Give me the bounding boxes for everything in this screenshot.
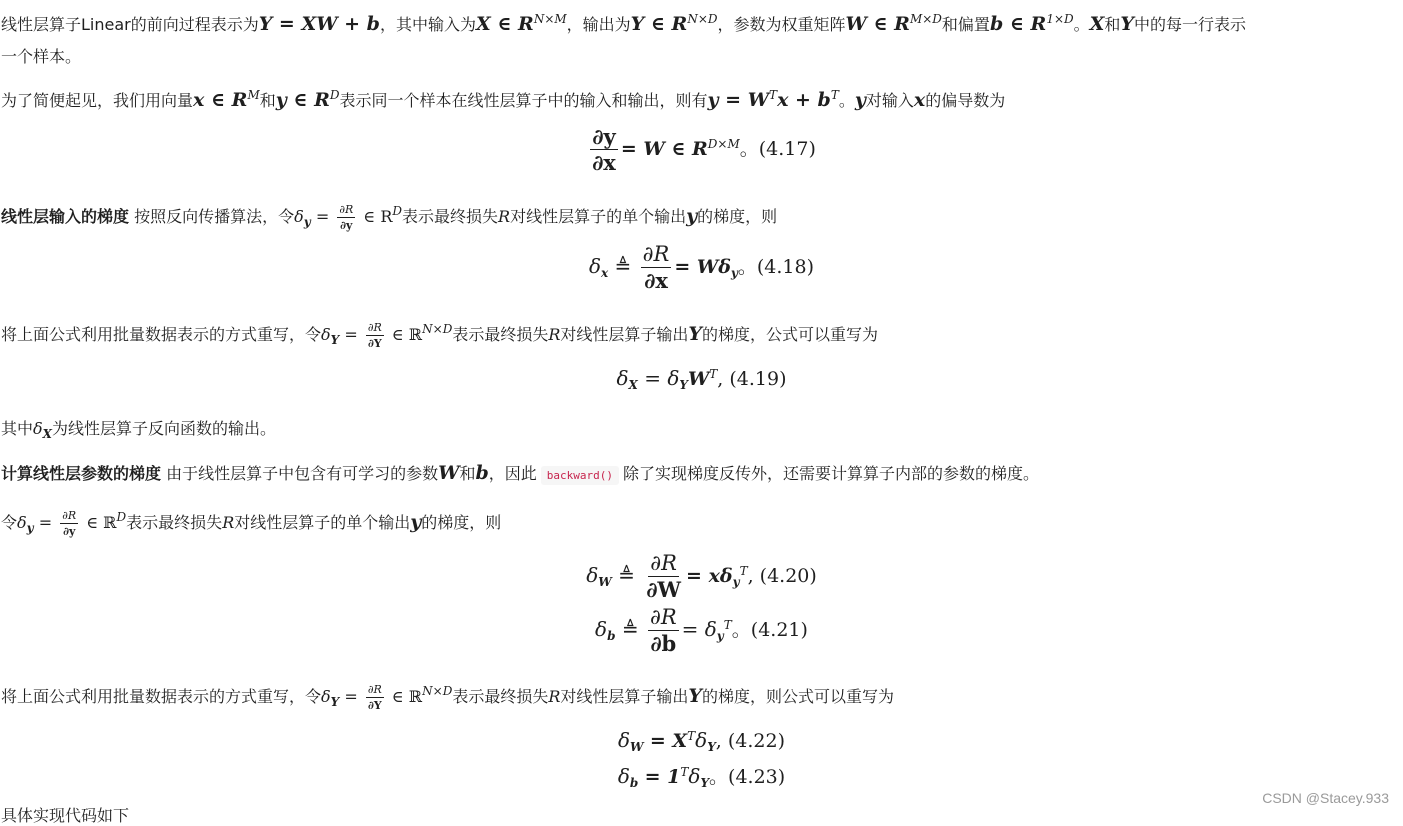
fraction: $\frac{\partial R}{\partial y}$ bbox=[339, 203, 354, 232]
section-heading: 计算线性层参数的梯度 bbox=[1, 464, 162, 483]
fraction: $\frac{\partial R}{\partial Y}$ bbox=[367, 683, 382, 712]
paragraph-batch-rewrite-1: 将上面公式利用批量数据表示的方式重写，令$\delta_Y$ = $\frac{\partial R}{\partial Y}$ ∈ ℝ$^{N\times D}$表示最终损失R对线性层算子输出Y的梯度，公式可以重写为 bbox=[1, 321, 878, 350]
paragraph-vector-form: 为了简便起见，我们用向量x ∈ $R^M$和y ∈ $R^D$表示同一个样本在线性层算子中的输入和输出，则有$y = W^Tx + b^T$。y对输入x的偏导数为 bbox=[1, 88, 1006, 111]
paragraph-input-gradient: 线性层输入的梯度 按照反向传播算法，令$\delta_y$ = $\frac{\partial R}{\partial y}$ ∈ $R^D$表示最终损失R对线性层算子的单个输出y的梯度，则 bbox=[1, 203, 778, 232]
paragraph-backward-output: 其中$\delta_X$为线性层算子反向函数的输出。 bbox=[1, 419, 276, 441]
fraction: $\frac{\partial R}{\partial W}$ bbox=[646, 551, 682, 602]
equation-4-17: $\frac{\partial y}{\partial x}$ = W ∈ $R^{D\times M}$。(4.17) bbox=[592, 124, 816, 175]
paragraph-param-gradient: 计算线性层参数的梯度 由于线性层算子中包含有可学习的参数W和b，因此 backward() 除了实现梯度反传外，还需要计算算子内部的参数的梯度。 bbox=[1, 462, 1040, 484]
equation-4-21: $\delta_b$ ≜ $\frac{\partial R}{\partial b}$ = $\delta_y^T$。(4.21) bbox=[595, 605, 808, 656]
equation-4-23: $\delta_b = 1^T\delta_Y$。(4.23) bbox=[617, 764, 786, 790]
paragraph-forward: 线性层算子Linear的前向过程表示为Y = XW + b，其中输入为X ∈ $R^{N\times M}$，输出为Y ∈ $R^{N\times D}$，参数为权重矩阵W ∈ $R^{M\times D}$和偏置b ∈ $R^{1\times D}$。X和Y中的每一行表示 一个样本。 bbox=[1, 12, 1246, 66]
csdn-watermark: CSDN @Stacey.933 bbox=[1262, 790, 1389, 806]
fraction: $\frac{\partial R}{\partial Y}$ bbox=[367, 321, 382, 350]
inline-code-backward: backward() bbox=[541, 466, 619, 485]
paragraph-let-delta: 令$\delta_y$ = $\frac{\partial R}{\partial y}$ ∈ ℝ$^D$表示最终损失R对线性层算子的单个输出y的梯度，则 bbox=[1, 509, 502, 538]
paragraph-batch-rewrite-2: 将上面公式利用批量数据表示的方式重写，令$\delta_Y$ = $\frac{\partial R}{\partial Y}$ ∈ ℝ$^{N\times D}$表示最终损失R对线性层算子输出Y的梯度，则公式可以重写为 bbox=[1, 683, 894, 712]
fraction: $\frac{\partial R}{\partial b}$ bbox=[649, 605, 677, 656]
fraction: $\frac{\partial R}{\partial x}$ bbox=[642, 242, 670, 293]
section-heading: 线性层输入的梯度 bbox=[1, 207, 130, 226]
equation-4-19: $\delta_X = \delta_YW^T$, (4.19) bbox=[616, 366, 787, 392]
equation-4-18: $\delta_x$ ≜ $\frac{\partial R}{\partial x}$ = $W\delta_y$。(4.18) bbox=[588, 242, 815, 293]
equation-4-22: $\delta_W = X^T\delta_Y$, (4.22) bbox=[617, 728, 786, 754]
fraction: $\frac{\partial R}{\partial y}$ bbox=[62, 509, 77, 538]
fraction: $\frac{\partial y}{\partial x}$ bbox=[592, 124, 616, 175]
cut-off-line: 具体实现代码如下 bbox=[1, 806, 130, 825]
equation-4-20: $\delta_W$ ≜ $\frac{\partial R}{\partial W}$ = $x\delta_y^T$, (4.20) bbox=[586, 551, 817, 602]
math-forward: Y = XW + b bbox=[258, 13, 380, 35]
